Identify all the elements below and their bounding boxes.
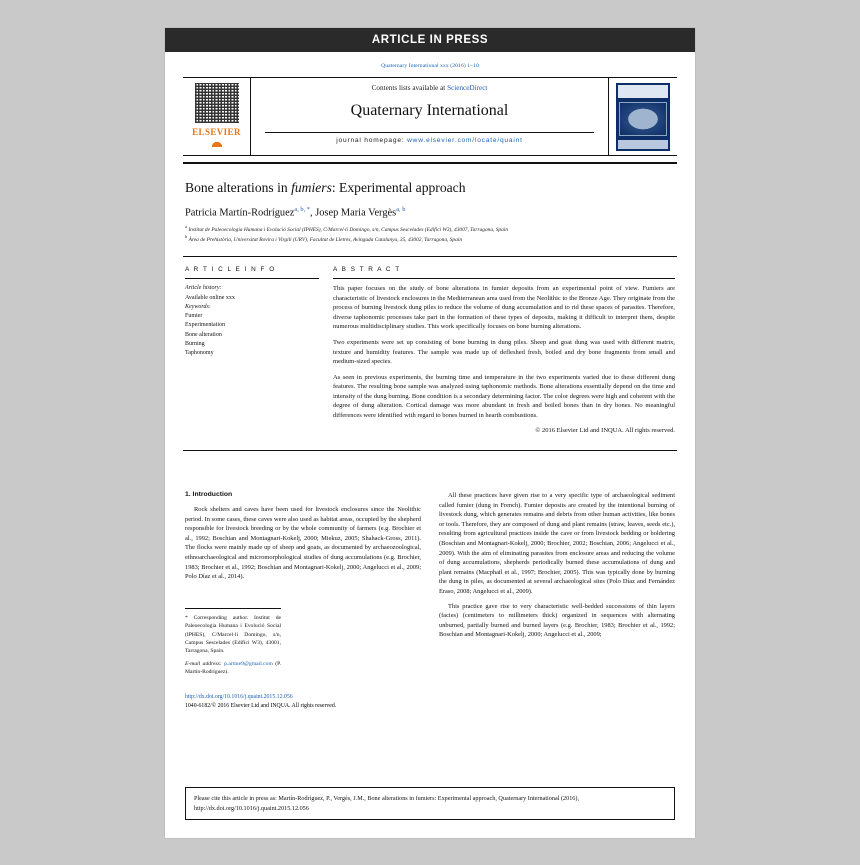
keyword-1: Fumier — [185, 313, 203, 320]
email-suffix: (P. Martín-Rodríguez). — [185, 660, 281, 676]
cite-this-article-box: Please cite this article in press as: Martín-Rodríguez, P., Vergès, J.M., Bone alterations in fumiers: Experimental approach, Quaternary International (2016), http://dx.doi.org/10.1016/j.quaint.2015.12.056 — [185, 787, 675, 820]
masthead-center — [251, 78, 608, 155]
journal-title: Quaternary International — [350, 102, 509, 119]
author-affiliation-marker-1[interactable]: a, b, * — [294, 206, 310, 213]
keyword-4: Burning — [185, 341, 205, 348]
article-history-value: Available online xxx — [185, 294, 235, 301]
email-address[interactable]: p.artine9@gmail.com — [224, 660, 273, 667]
issn-copyright-line: 1040-6182/© 2016 Elsevier Ltd and INQUA. All rights reserved. — [185, 702, 337, 709]
homepage-link[interactable]: www.elsevier.com/locate/quaint — [407, 137, 523, 144]
affiliation-text-b: Àrea de Prehistòria, Universitat Rovira i Virgili (URV), Facultat de Lletres, Avinguda Catalunya, 35, 43002, Tarragona, Spain — [188, 237, 463, 244]
cover-footer-band — [618, 140, 668, 149]
article-in-press-banner: ARTICLE IN PRESS — [165, 28, 695, 52]
abstract-paragraph-3: As seen in previous experiments, the burning time and temperature in the two experiments varied due to these different dung features. The resulting bone sample was analyzed using taphonomic methods. Bone alterations essentially depend on the time and intensity of the dung burning. Bone condition is a secondary determining factor. The color degrees were high and coherent with the degree of dung alteration. Cortical damage was more abundant in fresh and boiled bones than in dry bones. No meaningful differences were identified with regard to bones burned in hearth combustions. — [333, 373, 675, 419]
footnote-block — [185, 608, 281, 677]
journal-masthead — [183, 77, 677, 156]
affiliation-marker-b: b — [185, 234, 188, 240]
doi-link[interactable]: http://dx.doi.org/10.1016/j.quaint.2015.12.056 — [185, 693, 293, 700]
keywords-label: Keywords: — [185, 303, 211, 310]
sciencedirect-link[interactable]: ScienceDirect — [447, 84, 488, 92]
affiliation-text-a: Institut de Paleoecologia Humana i Evolució Social (IPHES), C/Marcel·lí Domingo, s/n, Campus Sescelades (Edifici W3), 43007, Tarragona, Spain — [188, 227, 509, 234]
email-note — [185, 660, 281, 677]
intro-paragraph-right-1: All these practices have given rise to a very specific type of archaeological sediment called fumier (dung in French). Fumier deposits are created by the intentional burning of livestock dung, which generates remains and debris from other human activities, like bones or tools. Therefore, they are composed of dung and plant remains (straw, leaves, seeds etc.), resulting from agricultural practices inside the cave or from livestock bedding or boldering (Boschian and Montagnari-Kokelj, 2000; Brochier, 2002; Boschian, 2006; Angelucci et al., 2009). With the aim of eliminating parasites from enclosure areas and reducing the volume of dung accumulations, shepherds periodically burned these accumulations of dung and plant remains (Macphail et al., 1997; Brochier, 2005). This was typically done by burning the dung in piles, as documented at several archaeological sites (Polo Díaz and Fernández Eraso, 2008; Angelucci et al., 2009). — [439, 491, 675, 596]
cover-header-band — [618, 85, 668, 98]
author-list: Patricia Martín-Rodríguez$^{a, b, *}$, Josep Maria Vergès$^{a, b}$ — [185, 206, 406, 219]
title-part-before: Bone alterations in — [185, 180, 292, 195]
journal-homepage-line — [265, 132, 594, 144]
corresponding-author-note: * Corresponding author. Institut de Paleoecologia Humana i Evolució Social (IPHES), C/Marcel·lí Domingo, s/n, Campus Sescelades (Edifici W3), 43001, Tarragona, Spain. — [185, 614, 281, 655]
author-affiliation-marker-2[interactable]: a, b — [396, 206, 406, 213]
journal-cover-block — [608, 78, 677, 155]
affiliation-b — [185, 234, 675, 244]
body-column-left — [185, 491, 421, 711]
keyword-5: Taphonomy — [185, 350, 214, 357]
article-body — [185, 491, 675, 711]
qr-code-icon — [195, 83, 239, 123]
contents-available-line — [251, 84, 608, 92]
elsevier-wordmark: ELSEVIER — [192, 127, 241, 137]
abstract-heading: A B S T R A C T — [333, 266, 401, 274]
publisher-block — [183, 78, 251, 155]
author-name-1: Patricia Martín-Rodríguez — [185, 207, 295, 219]
abstract-rule — [333, 278, 675, 279]
affiliation-a — [185, 224, 675, 234]
body-column-right — [439, 491, 675, 711]
abstract-paragraph-2: Two experiments were set up consisting of bone burning in dung piles. Sheep and goat dung was used with different matrix, texture and humidity features. The sample was made up of defleshed fresh, boiled and dry bone fragments from small and medium-sized species. — [333, 339, 675, 366]
contents-prefix: Contents lists available at — [371, 84, 448, 92]
article-info-rule — [185, 278, 319, 279]
title-part-after: : Experimental approach — [331, 180, 466, 195]
affiliations — [185, 224, 675, 244]
doi-block — [185, 693, 421, 712]
email-label: E-mail address: — [185, 660, 225, 667]
abstract-copyright: © 2016 Elsevier Ltd and INQUA. All rights reserved. — [535, 427, 675, 435]
journal-reference-line: Quaternary International xxx (2016) 1–10 — [381, 63, 479, 69]
article-info-heading: A R T I C L E I N F O — [185, 266, 276, 274]
author-name-2: Josep Maria Vergès — [315, 207, 397, 219]
journal-cover-thumbnail — [616, 83, 670, 151]
abstract-bottom-divider — [183, 450, 677, 451]
page-title — [185, 180, 675, 196]
article-history-label: Article history: — [185, 285, 222, 292]
paper-page — [165, 28, 695, 838]
title-italic-term: fumiers — [291, 180, 332, 195]
masthead-divider — [183, 162, 677, 164]
abstract-paragraph-1: This paper focuses on the study of bone alterations in fumier deposits from an experimental point of view. Fumiers are characteristic of livestock enclosures in the Mediterranean area used from the Neolithic to the Bronze Age. They originate from the process of burning livestock dung piles to reduce the volume of dung accumulation and to rid these spaces of parasites. Therefore, diverse taphonomic processes take part in the formation of these types of deposits, making it difficult to interpret them, despite numerous multidisciplinary studies. This work specifically focuses on bone burning alterations. — [333, 285, 675, 331]
cover-artwork — [619, 102, 667, 136]
intro-paragraph-right-2: This practice gave rise to very characteristic well-bedded successions of thin layers (facies) (centimeters to millimeters thick) organized in sequences with alternating unburned, partially burned and burned layers (e.g. Brochier, 1983; Brochier et al., 1992; Boschian and Montagnari-Kokelj, 2000; Angelucci et al., 2009; — [439, 602, 675, 639]
affiliation-marker-a: a — [185, 224, 187, 230]
article-info-column — [185, 266, 333, 442]
keyword-3: Bone alteration — [185, 331, 222, 338]
abstract-column — [333, 266, 675, 442]
homepage-label: journal homepage: — [336, 137, 408, 144]
section-heading-introduction: 1. Introduction — [185, 490, 233, 498]
info-abstract-row — [185, 266, 675, 442]
intro-paragraph-left-1: Rock shelters and caves have been used for livestock enclosures since the Neolithic period. In some cases, these caves were also used as habitat areas, occupied by the shepherd responsible for livestock breeding or by the whole community of farmers (e.g. Brochier et al., 1992; Boschian and Montagnari-Kokelj, 2000; Miekuz, 2005; Shahack-Gross, 2011). The flocks were mainly made up of sheep and goats, as documented by archaeozoological, ethnoarchaeological and micromorphological studies of dung accumulations (e.g. Brochier, 1983; Brochier et al., 1992; Boschian and Montagnari-Kokelj, 2000; Angelucci et al., 2009; Polo Díaz et al., 2014). — [185, 505, 421, 581]
keyword-2: Experimentation — [185, 322, 225, 329]
elsevier-tree-icon — [207, 138, 227, 147]
info-divider — [183, 256, 677, 257]
